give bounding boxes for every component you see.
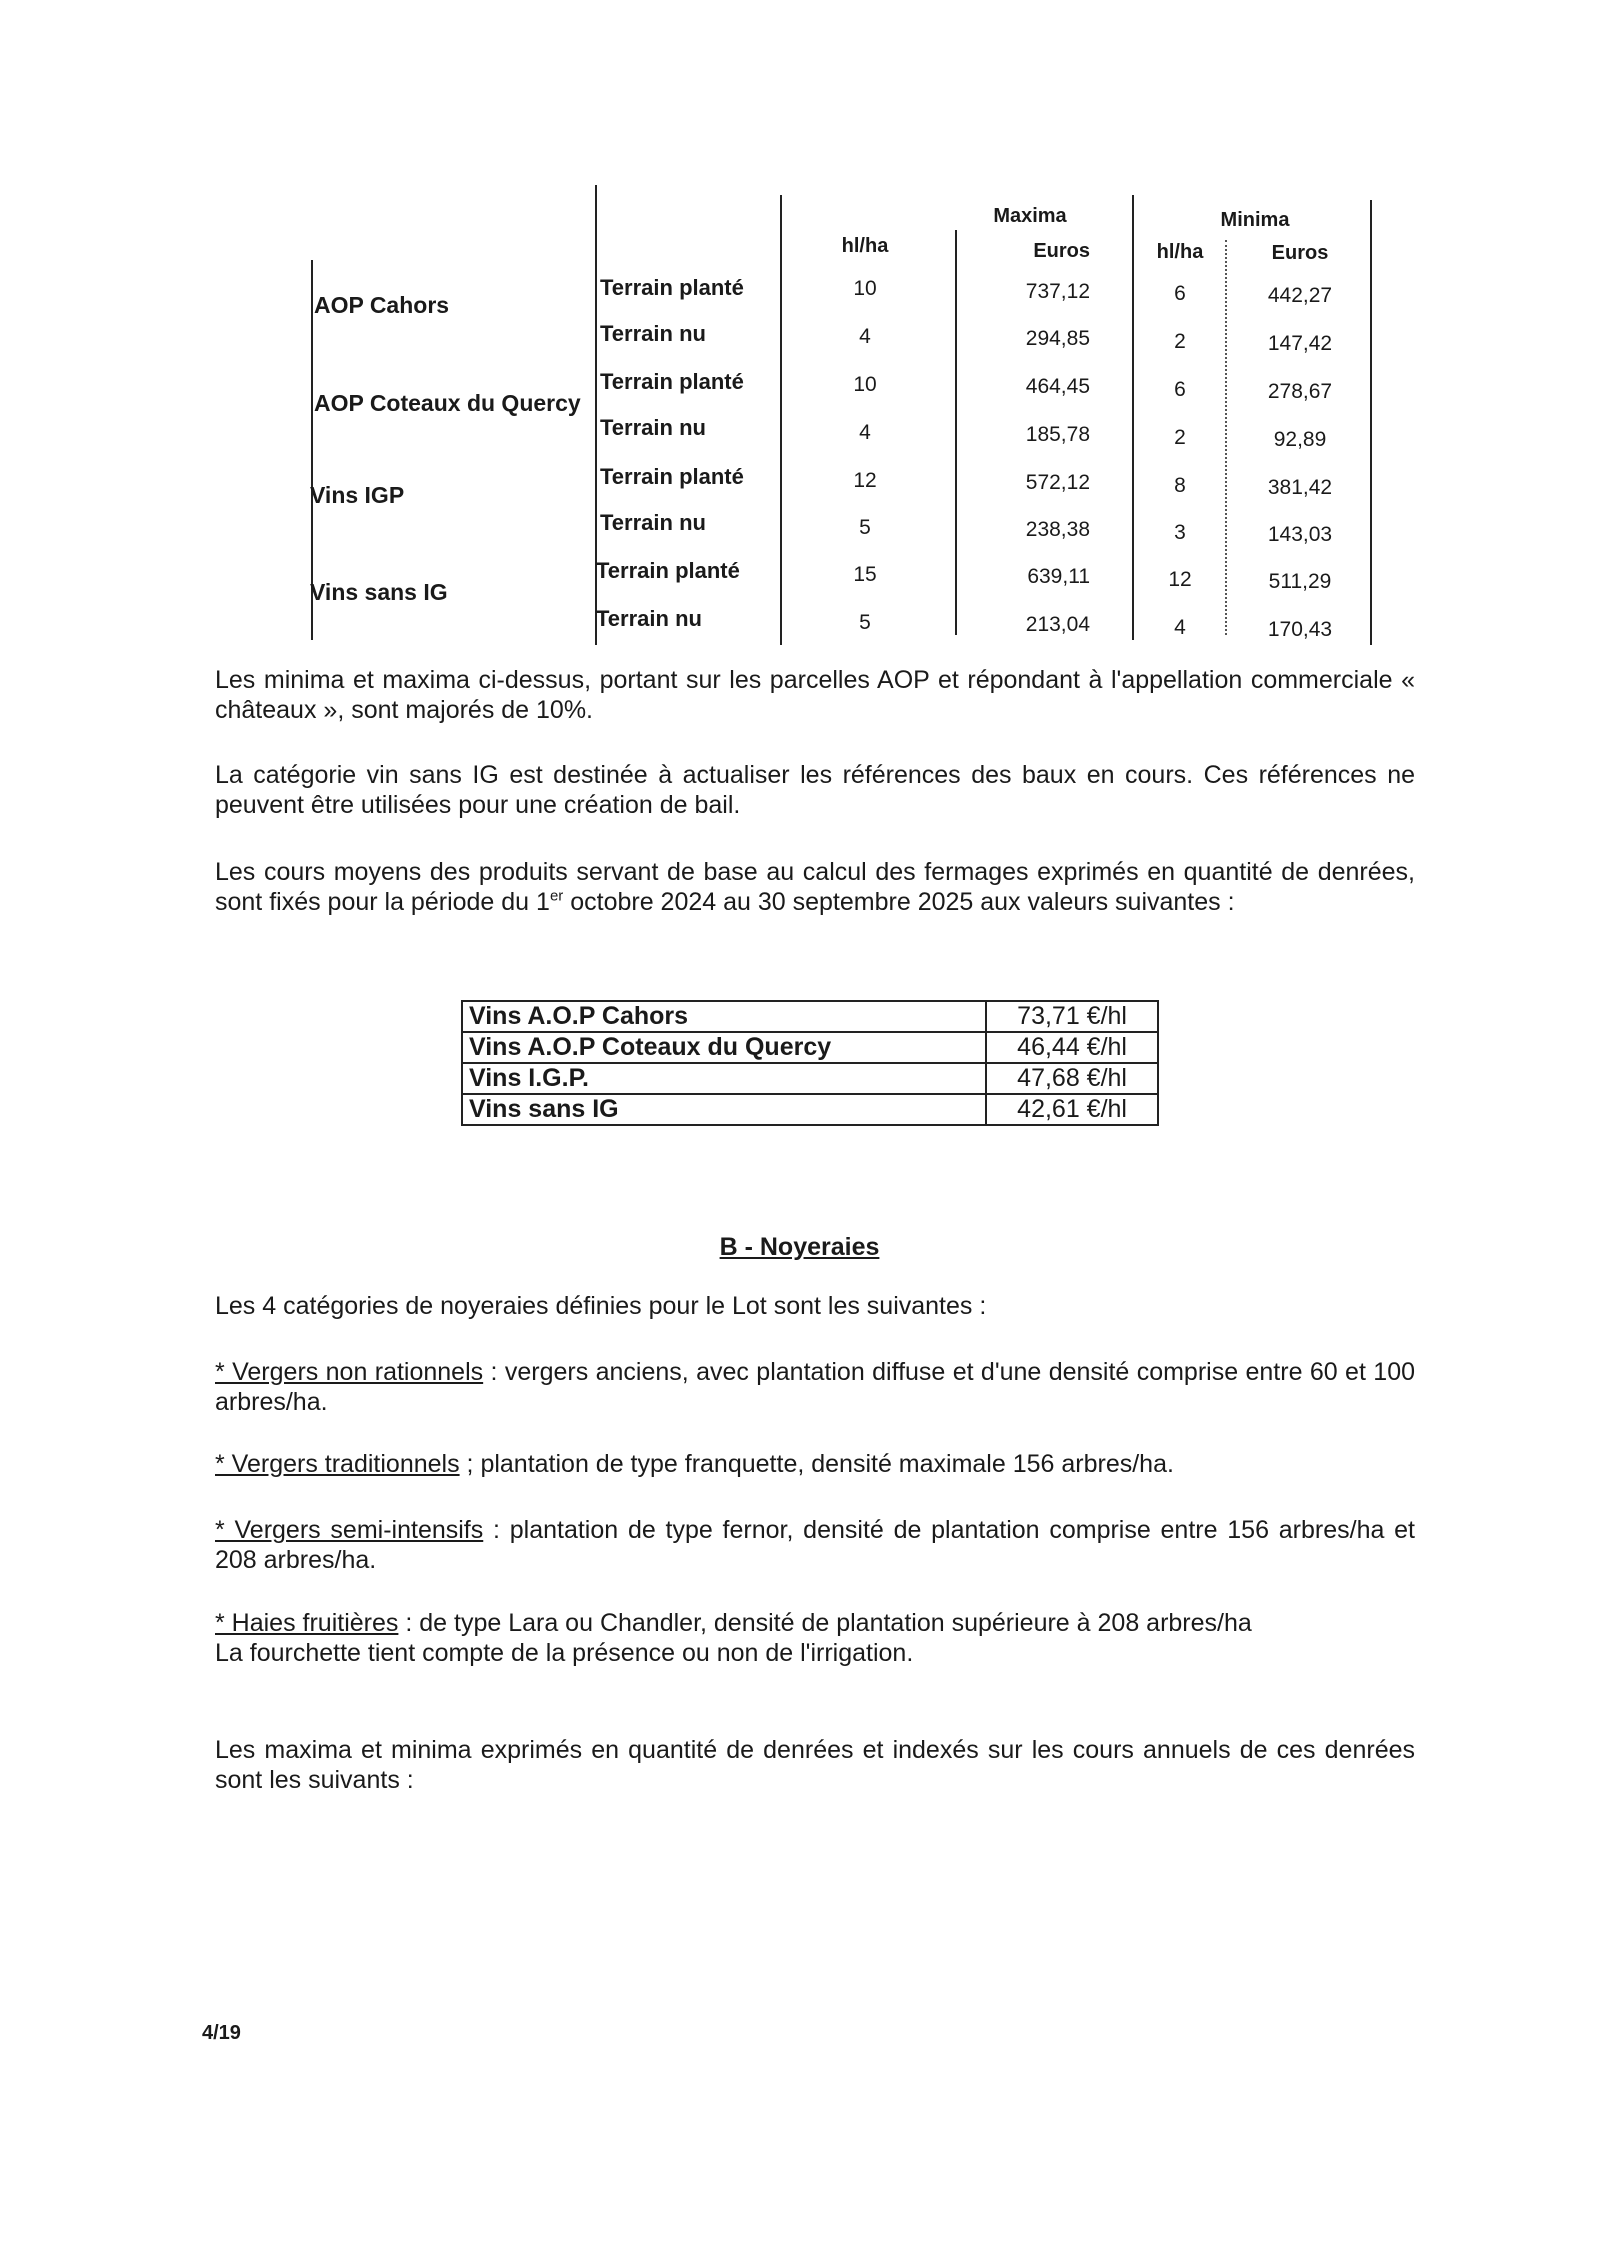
paragraph-text: Les cours moyens des produits servant de base au calcul des fermages exprimés en quantité de denrées, sont fixés pour la période du 1 (215, 858, 1415, 916)
terrain-type: Terrain nu (596, 606, 702, 631)
closing-paragraph: Les maxima et minima exprimés en quantité de denrées et indexés sur les cours annuels de ces denrées sont les suivants : (215, 1736, 1415, 1794)
minima-hl-cell: 12 (1168, 568, 1192, 591)
maxima-euros-cell: 639,11 (1027, 565, 1090, 588)
terrain-type: Terrain planté (600, 464, 744, 489)
irrigation-note: La fourchette tient compte de la présence ou non de l'irrigation. (215, 1639, 914, 1667)
maxima-euros-cell: 185,78 (1025, 423, 1090, 446)
maxima-euros-cell: 294,85 (1025, 327, 1090, 350)
category-label: Vins IGP (310, 482, 405, 508)
maxima-hl-cell: 5 (859, 611, 871, 634)
minima-euros-cell: 92,89 (1273, 428, 1327, 451)
maxima-hl-cell: 4 (859, 421, 871, 444)
price-cell: 47,68 €/hl (986, 1063, 1158, 1094)
section-title (0, 1233, 1599, 1262)
paragraph-text: octobre 2024 au 30 septembre 2025 aux valeurs suivantes : (563, 888, 1235, 916)
minima-euros-cell: 442,27 (1267, 284, 1333, 307)
page-number: 4/19 (202, 2022, 241, 2044)
maxima-euros-cell: 464,45 (1025, 375, 1090, 398)
category-term: * Haies fruitières (215, 1609, 399, 1637)
maxima-hl-cell: 15 (853, 563, 877, 586)
category-term: * Vergers non rationnels (215, 1358, 484, 1386)
price-cell: 46,44 €/hl (986, 1032, 1158, 1063)
maxima-hl-cell: 12 (853, 469, 877, 492)
maxima-hl-cell: 5 (859, 516, 871, 539)
terrain-type: Terrain planté (600, 369, 744, 394)
minima-hl-cell: 2 (1174, 426, 1186, 449)
table-row (462, 1032, 1158, 1063)
minima-euros-cell: 278,67 (1267, 380, 1333, 403)
noyeraie-category (215, 1449, 1415, 1479)
category-label: Vins sans IG (310, 579, 448, 605)
section-title-text: B - Noyeraies (719, 1233, 880, 1261)
maxima-euros-header: Euros (1033, 240, 1090, 262)
wine-label-cell: Vins A.O.P Cahors (462, 1001, 986, 1032)
wine-label-cell: Vins I.G.P. (462, 1063, 986, 1094)
price-table (461, 1000, 1159, 1126)
category-description: plantation de type fernor, densité de plantation comprise entre 156 arbres/ha et 208 arbres/ha. (215, 1516, 1415, 1574)
table-row (462, 1094, 1158, 1125)
category-label: AOP Coteaux du Quercy (314, 390, 581, 416)
separator: : (483, 1358, 505, 1386)
minima-euros-cell: 143,03 (1267, 523, 1333, 546)
maxima-euros-cell: 572,12 (1025, 471, 1090, 494)
maxima-euros-cell: 213,04 (1025, 613, 1090, 636)
category-description: plantation de type franquette, densité maximale 156 arbres/ha. (480, 1450, 1174, 1478)
paragraph-chateaux-majoration: Les minima et maxima ci-dessus, portant sur les parcelles AOP et répondant à l'appellation commerciale « châteaux », sont majorés de 10%. (215, 666, 1415, 724)
category-term: * Vergers traditionnels (215, 1450, 460, 1478)
paragraph-vin-sans-ig: La catégorie vin sans IG est destinée à actualiser les références des baux en cours. Ces références ne peuvent être utilisées pour une création de bail. (215, 761, 1415, 819)
minima-hl-cell: 6 (1174, 378, 1186, 401)
minima-euros-cell: 381,42 (1267, 476, 1333, 499)
table-rule (1370, 200, 1372, 645)
table-rule (780, 195, 782, 645)
terrain-type: Terrain nu (600, 321, 706, 346)
separator: ; (459, 1450, 481, 1478)
terrain-type: Terrain nu (600, 510, 706, 535)
vine-reference-table (300, 185, 1390, 645)
maxima-hl-cell: 4 (859, 325, 871, 348)
wine-label-cell: Vins sans IG (462, 1094, 986, 1125)
price-cell: 42,61 €/hl (986, 1094, 1158, 1125)
minima-hl-cell: 2 (1174, 330, 1186, 353)
wine-label-cell: Vins A.O.P Coteaux du Quercy (462, 1032, 986, 1063)
category-description: de type Lara ou Chandler, densité de plantation supérieure à 208 arbres/ha (419, 1609, 1252, 1637)
terrain-type: Terrain nu (600, 415, 706, 440)
terrain-type: Terrain planté (596, 558, 740, 583)
maxima-hl-header: hl/ha (841, 235, 889, 257)
ordinal-superscript: er (549, 887, 564, 905)
price-cell: 73,71 €/hl (986, 1001, 1158, 1032)
minima-hl-cell: 4 (1174, 616, 1186, 639)
maxima-hl-cell: 10 (853, 277, 877, 300)
minima-hl-cell: 3 (1174, 521, 1186, 544)
minima-euros-cell: 147,42 (1267, 332, 1333, 355)
category-description: vergers anciens, avec plantation diffuse et d'une densité comprise entre 60 et 100 arbres/ha. (215, 1358, 1415, 1416)
noyeraie-category (215, 1515, 1415, 1575)
minima-euros-cell: 511,29 (1268, 570, 1332, 593)
maxima-hl-cell: 10 (853, 373, 877, 396)
maxima-header: Maxima (993, 205, 1067, 227)
terrain-type: Terrain planté (600, 275, 744, 300)
category-label: AOP Cahors (314, 292, 450, 318)
minima-header: Minima (1220, 209, 1290, 231)
minima-euros-header: Euros (1271, 242, 1329, 264)
noyeraie-category (215, 1357, 1415, 1417)
minima-hl-cell: 8 (1174, 474, 1186, 497)
minima-euros-cell: 170,43 (1267, 618, 1333, 641)
separator: : (483, 1516, 510, 1544)
table-rule (955, 230, 957, 635)
table-row (462, 1001, 1158, 1032)
section-intro: Les 4 catégories de noyeraies définies pour le Lot sont les suivantes : (215, 1292, 987, 1320)
minima-hl-cell: 6 (1174, 282, 1186, 305)
separator: : (398, 1609, 420, 1637)
maxima-euros-cell: 737,12 (1025, 280, 1090, 303)
table-row (462, 1063, 1158, 1094)
category-term: * Vergers semi-intensifs (215, 1516, 484, 1544)
noyeraie-category (215, 1608, 1415, 1668)
minima-hl-header: hl/ha (1156, 241, 1204, 263)
maxima-euros-cell: 238,38 (1025, 518, 1090, 541)
paragraph-cours-moyens (215, 857, 1415, 917)
